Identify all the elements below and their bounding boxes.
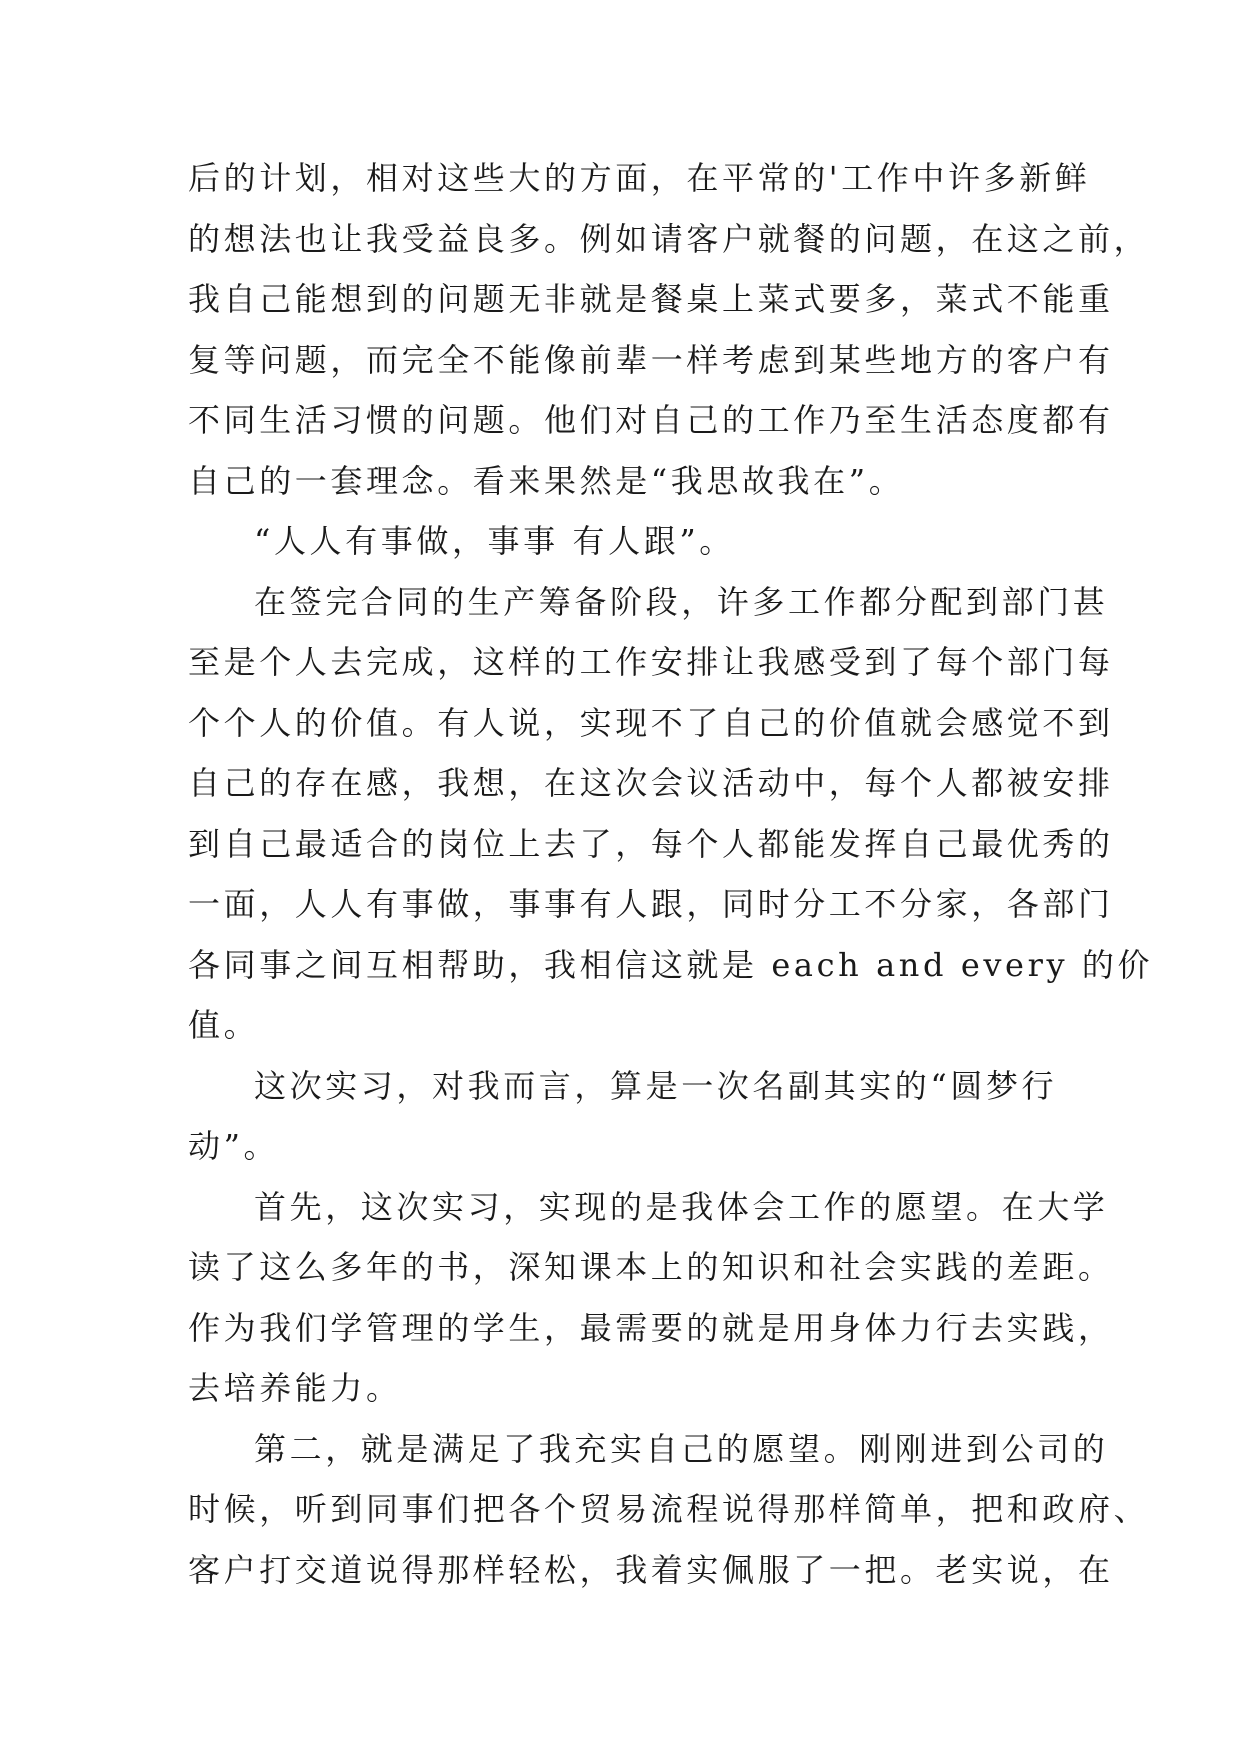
text-line: 第二，就是满足了我充实自己的愿望。刚刚进到公司的 [254, 1429, 1109, 1468]
text-line: 个个人的价值。有人说，实现不了自己的价值就会感觉不到 [188, 703, 1114, 742]
text-line: “人人有事做，事事 有人跟”。 [254, 522, 735, 560]
text-line: 的想法也让我受益良多。例如请客户就餐的问题，在这之前， [188, 219, 1150, 258]
body-text [188, 148, 1154, 1600]
text-line: 读了这么多年的书，深知课本上的知识和社会实践的差距。 [188, 1248, 1114, 1286]
text-line: 这次实习，对我而言，算是一次名副其实的“圆梦行 [254, 1066, 1058, 1105]
text-line: 作为我们学管理的学生，最需要的就是用身体力行去实践， [188, 1308, 1114, 1347]
text-line: 去培养能力。 [188, 1369, 402, 1407]
text-line: 我自己能想到的问题无非就是餐桌上菜式要多，菜式不能重 [188, 280, 1114, 318]
text-line: 首先，这次实习，实现的是我体会工作的愿望。在大学 [254, 1187, 1109, 1226]
text-line: 自己的存在感，我想，在这次会议活动中，每个人都被安排 [188, 764, 1114, 802]
text-line: 各同事之间互相帮助，我相信这就是 each and every 的价 [188, 945, 1154, 984]
text-line: 自己的一套理念。看来果然是“我思故我在”。 [188, 461, 905, 500]
text-line: 复等问题，而完全不能像前辈一样考虑到某些地方的客户有 [188, 340, 1114, 379]
text-line: 动”。 [188, 1127, 280, 1165]
text-line: 时候，听到同事们把各个贸易流程说得那样简单，把和政府、 [188, 1490, 1150, 1528]
text-line: 客户打交道说得那样轻松，我着实佩服了一把。老实说，在 [188, 1550, 1114, 1589]
text-line: 一面，人人有事做，事事有人跟，同时分工不分家，各部门 [188, 885, 1114, 923]
text-line: 值。 [188, 1006, 260, 1044]
text-line: 至是个人去完成，这样的工作安排让我感受到了每个部门每 [188, 643, 1114, 681]
text-line: 到自己最适合的岗位上去了，每个人都能发挥自己最优秀的 [188, 824, 1114, 863]
text-line: 后的计划，相对这些大的方面，在平常的'工作中许多新鲜 [188, 159, 1091, 197]
text-line: 在签完合同的生产筹备阶段，许多工作都分配到部门甚 [254, 582, 1109, 621]
text-line: 不同生活习惯的问题。他们对自己的工作乃至生活态度都有 [188, 401, 1114, 439]
